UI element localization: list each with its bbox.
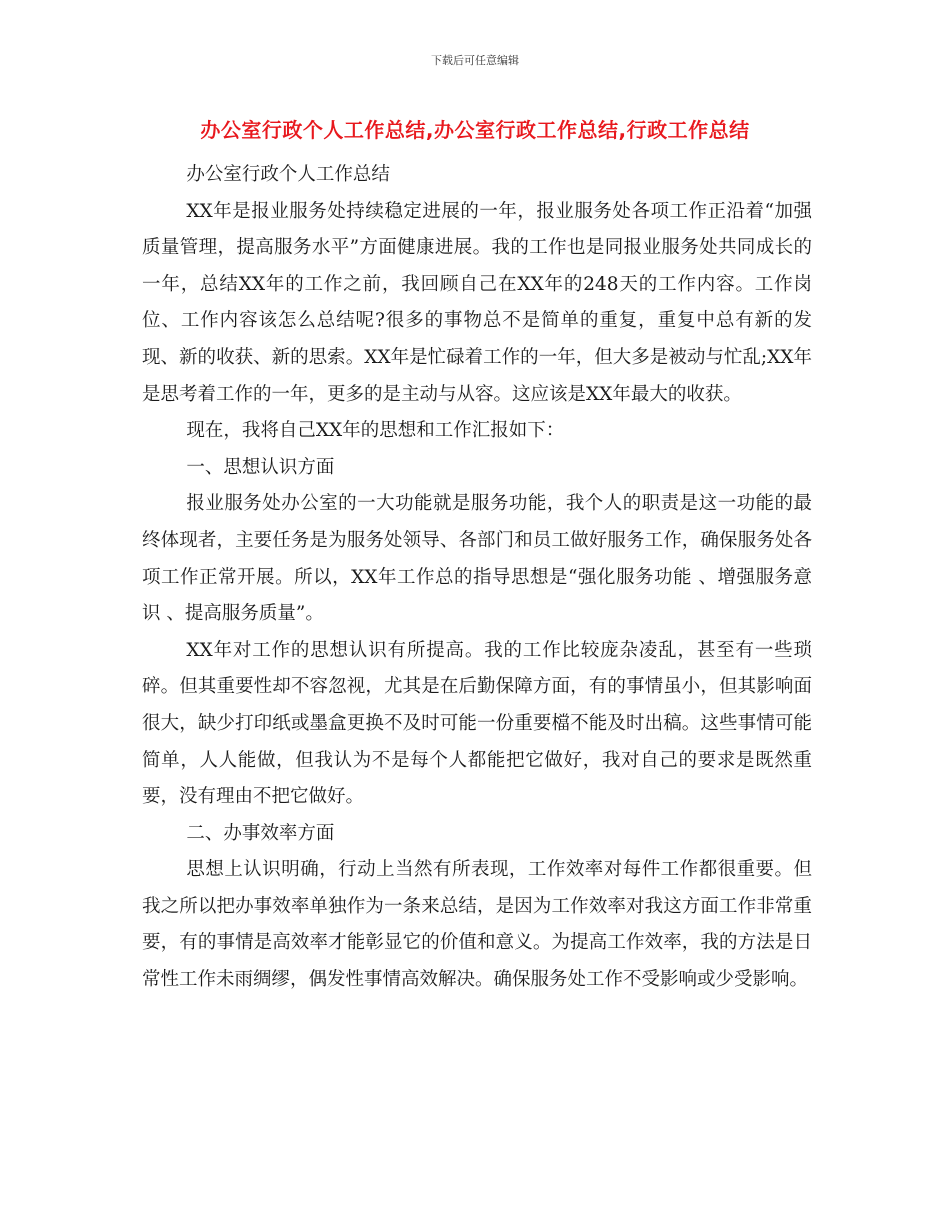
document-title: 办公室行政个人工作总结,办公室行政工作总结,行政工作总结 — [200, 118, 750, 142]
section-heading: 二、办事效率方面 — [186, 822, 335, 844]
body-paragraph: 思想上认识明确，行动上当然有所表现，工作效率对每件工作都很重要。但我之所以把办事效率单独作为一条来总结，是因为工作效率对我这方面工作非常重要，有的事情是高效率才能彰显它的价值和意义。为提高工作效率，我的方法是日常性工作未雨绸缪，偶发性事情高效解决。确保服务处工作不受影响或少受影响。 — [142, 859, 812, 991]
header-note: 下载后可任意编辑 — [431, 54, 519, 67]
body-paragraph: XX年对工作的思想认识有所提高。我的工作比较庞杂凌乱，甚至有一些琐碎。但其重要性却不容忽视，尤其是在后勤保障方面，有的事情虽小，但其影响面很大，缺少打印纸或墨盒更换不及时可能一份重要檔不能及时出稿。这些事情可能简单，人人能做，但我认为不是每个人都能把它做好，我对自己的要求是既然重要，没有理由不把它做好。 — [142, 639, 812, 808]
subtitle-paragraph: 办公室行政个人工作总结 — [186, 164, 390, 185]
body-paragraph: 报业服务处办公室的一大功能就是服务功能，我个人的职责是这一功能的最终体现者，主要任务是为服务处领导、各部门和员工做好服务工作，确保服务处各项工作正常开展。所以，XX年工作总的指导思想是“强化服务功能 、增强服务意识 、提高服务质量”。 — [142, 493, 812, 625]
section-heading: 一、思想认识方面 — [186, 456, 335, 478]
document-body — [142, 157, 812, 999]
body-paragraph: XX年是报业服务处持续稳定进展的一年，报业服务处各项工作正沿着“加强质量管理，提高服务水平”方面健康进展。我的工作也是同报业服务处共同成长的一年，总结XX年的工作之前，我回顾自己在XX年的248天的工作内容。工作岗位、工作内容该怎么总结呢?很多的事物总不是简单的重复，重复中总有新的发现、新的收获、新的思索。XX年是忙碌着工作的一年，但大多是被动与忙乱;XX年是思考着工作的一年，更多的是主动与从容。这应该是XX年最大的收获。 — [142, 200, 812, 405]
body-paragraph: 现在，我将自己XX年的思想和工作汇报如下： — [186, 420, 565, 442]
